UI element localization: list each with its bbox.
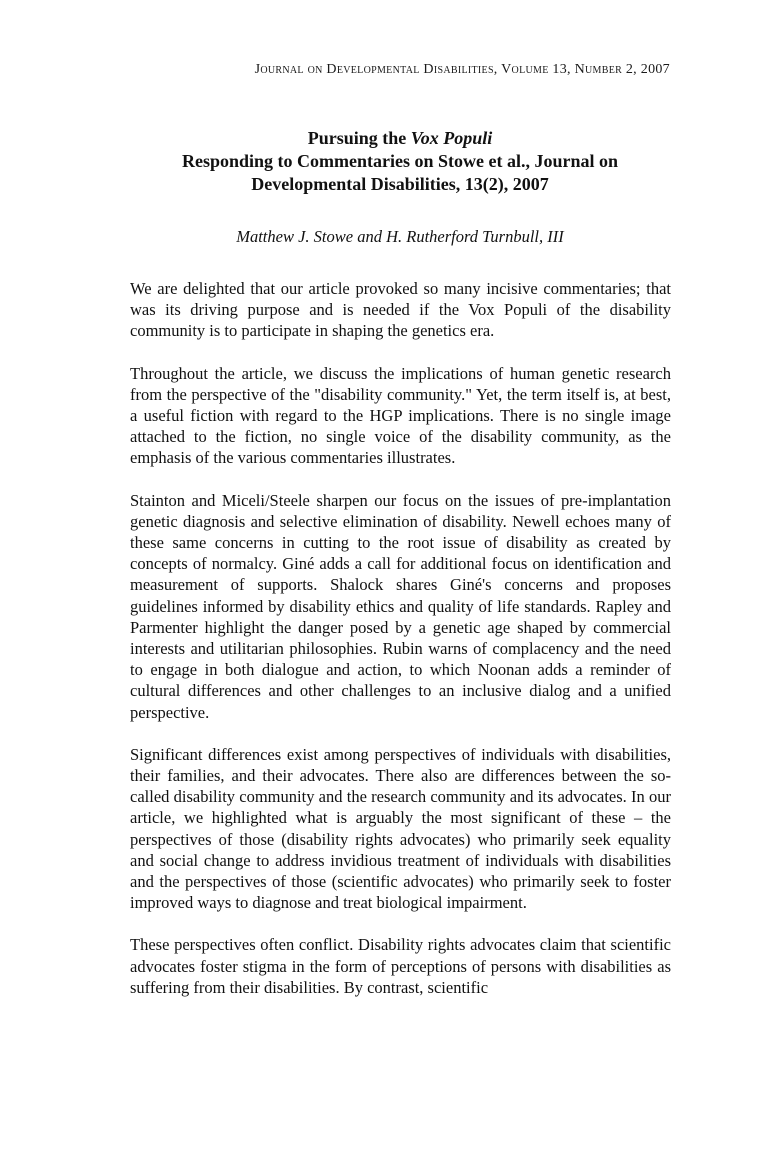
title-line-1 [130,127,670,150]
title-line-3: Developmental Disabilities, 13(2), 2007 [251,174,549,194]
paragraph: Stainton and Miceli/Steele sharpen our focus on the issues of pre-implantation genetic diagnosis and selective elimination of disability. Newell echoes many of these same concerns in cutting to the root issue of disability as created by concepts of normalcy. Giné adds a call for additional focus on identification and measurement of supports. Shalock shares Giné's concerns and proposes guidelines informed by disability ethics and quality of life standards. Rapley and Parmenter highlight the danger posed by a genetic age shaped by commercial interests and utilitarian philosophies. Rubin warns of complacency and the need to engage in both dialogue and action, to which Noonan adds a reminder of cultural differences and other challenges to an inclusive dialog and a unified perspective. [130,490,671,722]
article-title [130,127,670,196]
paragraph: Throughout the article, we discuss the implications of human genetic research from the perspective of the "disability community." Yet, the term itself is, at best, a useful fiction with regard to the HGP implications. There is no single image attached to the fiction, no single voice of the disability community, as the emphasis of the various commentaries illustrates. [130,363,671,468]
paragraph: Significant differences exist among perspectives of individuals with disabilities, their families, and their advocates. There also are differences between the so-called disability community and the research community and its advocates. In our article, we highlighted what is arguably the most significant of these – the perspectives of those (disability rights advocates) who primarily seek equality and social change to address invidious treatment of individuals with disabilities and the perspectives of those (scientific advocates) who primarily seek to foster improved ways to diagnose and treat biological impairment. [130,744,671,913]
running-head: Journal on Developmental Disabilities, Volume 13, Number 2, 2007 [254,62,670,77]
author-line: Matthew J. Stowe and H. Rutherford Turnbull, III [236,227,564,246]
title-italic: Vox Populi [410,128,493,148]
title-line-2: Responding to Commentaries on Stowe et al., Journal on [181,151,618,171]
paragraph: These perspectives often conflict. Disability rights advocates claim that scientific advocates foster stigma in the form of perceptions of persons with disabilities as suffering from their disabilities. By contrast, scientific [130,935,671,997]
paragraph: We are delighted that our article provoked so many incisive commentaries; that was its driving purpose and is needed if the Vox Populi of the disability community is to participate in shaping the genetics era. [130,279,671,341]
article-body [130,278,671,1019]
title-prefix: Pursuing the [307,128,411,148]
